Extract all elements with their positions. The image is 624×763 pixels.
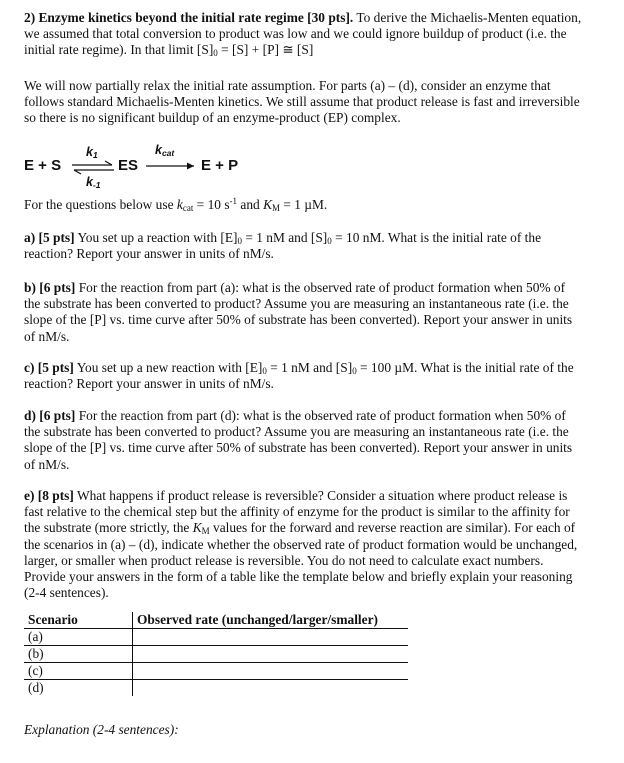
equilibrium-arrows (70, 148, 116, 188)
kcat-symbol: k (176, 197, 183, 212)
reaction-scheme (24, 143, 324, 190)
k-reverse-label: $k_{-1}$ (86, 175, 101, 190)
subscript-zero: 0 (213, 48, 218, 59)
part-a-label: a) [5 pts] (24, 230, 75, 245)
answer-cell[interactable] (133, 680, 409, 697)
scenario-cell: (c) (24, 663, 133, 680)
header-scenario: Scenario (24, 612, 133, 629)
part-b-label: b) [6 pts] (24, 280, 76, 295)
part-c-label: c) [5 pts] (24, 360, 74, 375)
answer-table (24, 612, 408, 696)
scenario-cell: (d) (24, 680, 133, 697)
table-row (24, 629, 408, 646)
part-e-label: e) [8 pts] (24, 488, 74, 503)
explanation-label: Explanation (2-4 sentences): (24, 722, 179, 737)
part-a: a) [5 pts] You set up a reaction with $[E]_0 = 1$ nM and $[S]_0 = 10$ nM. What is the initial rate of the reaction? Report your answer in units of nM/s. (24, 230, 542, 262)
scheme-products: E + P (201, 157, 239, 174)
kcat-label: $k_{cat}$ (155, 143, 175, 158)
constants-line: For the questions below use $k_{cat} = 10$ $s^{-1}$ and $K_M = 1$ µM. (24, 196, 328, 213)
answer-cell[interactable] (133, 663, 409, 680)
intro-text: To derive the Michaelis-Menten equation, we assumed that total conversion to product was low and we could ignore buildup of product (i.e. the initial rate regime). In that limit [S] (24, 10, 582, 58)
scenario-cell: (b) (24, 646, 133, 663)
part-e: e) [8 pts] What happens if product release is reversible? Consider a situation where product release is fast relative to the chemical step but the affinity of enzyme for the product is similar to the affinity for the substrate (more strictly, the $K_M$ values for the forward and reverse reaction are similar). For each of the scenarios in (a) – (d), indicate whether the observed rate of product formation would be unchanged, larger, or smaller when product release is reversible. You do not need to calculate exact numbers. Provide your answers in the form of a table like the template below and briefly explain your reasoning (2-4 sentences). (24, 488, 578, 601)
table-header (24, 612, 408, 629)
answer-cell[interactable] (133, 646, 409, 663)
intro-paragraph (24, 10, 584, 59)
part-d: d) [6 pts] For the reaction from part (d): what is the observed rate of product formation when 50% of the substrate has been converted to product? Assume you are measuring an instantaneous rate (i.e. the slope of the [P] vs. time curve after 50% of substrate has been converted). Report your answer in units of nM/s. (24, 408, 573, 472)
scenario-cell: (a) (24, 629, 133, 646)
km-symbol: K (263, 197, 272, 212)
table-row (24, 680, 408, 697)
scheme-complex: ES (118, 157, 139, 174)
assumption-paragraph: We will now partially relax the initial rate assumption. For parts (a) – (d), consider an enzyme that follows standard Michaelis-Menten kinetics. We still assume that product release is fast and irreversible so there is no significant buildup of an enzyme-product (EP) complex. (24, 78, 580, 126)
table-row (24, 663, 408, 680)
catalytic-arrow (144, 148, 200, 188)
scheme-reactants: E + S (24, 157, 62, 174)
problem-heading: 2) Enzyme kinetics beyond the initial rate regime [30 pts]. (24, 10, 354, 25)
header-observed-rate: Observed rate (unchanged/larger/smaller) (133, 612, 409, 629)
part-d-label: d) [6 pts] (24, 408, 76, 423)
answer-cell[interactable] (133, 629, 409, 646)
part-b: b) [6 pts] For the reaction from part (a): what is the observed rate of product formation when 50% of the substrate has been converted to product? Assume you are measuring an instantaneous rate (i.e. the slope of the [P] vs. time curve after 50% of substrate has been converted). Report your answer in units of nM/s. (24, 280, 573, 344)
table-row (24, 646, 408, 663)
part-c: c) [5 pts] You set up a new reaction with $[E]_0 = 1$ nM and $[S]_0 = 100$ µM. What is the initial rate of the reaction? Report your answer in units of nM/s. (24, 360, 574, 392)
k-forward-label: $k_1$ (86, 145, 98, 160)
intro-limit: = [S] + [P] ≅ [S] (217, 42, 314, 58)
